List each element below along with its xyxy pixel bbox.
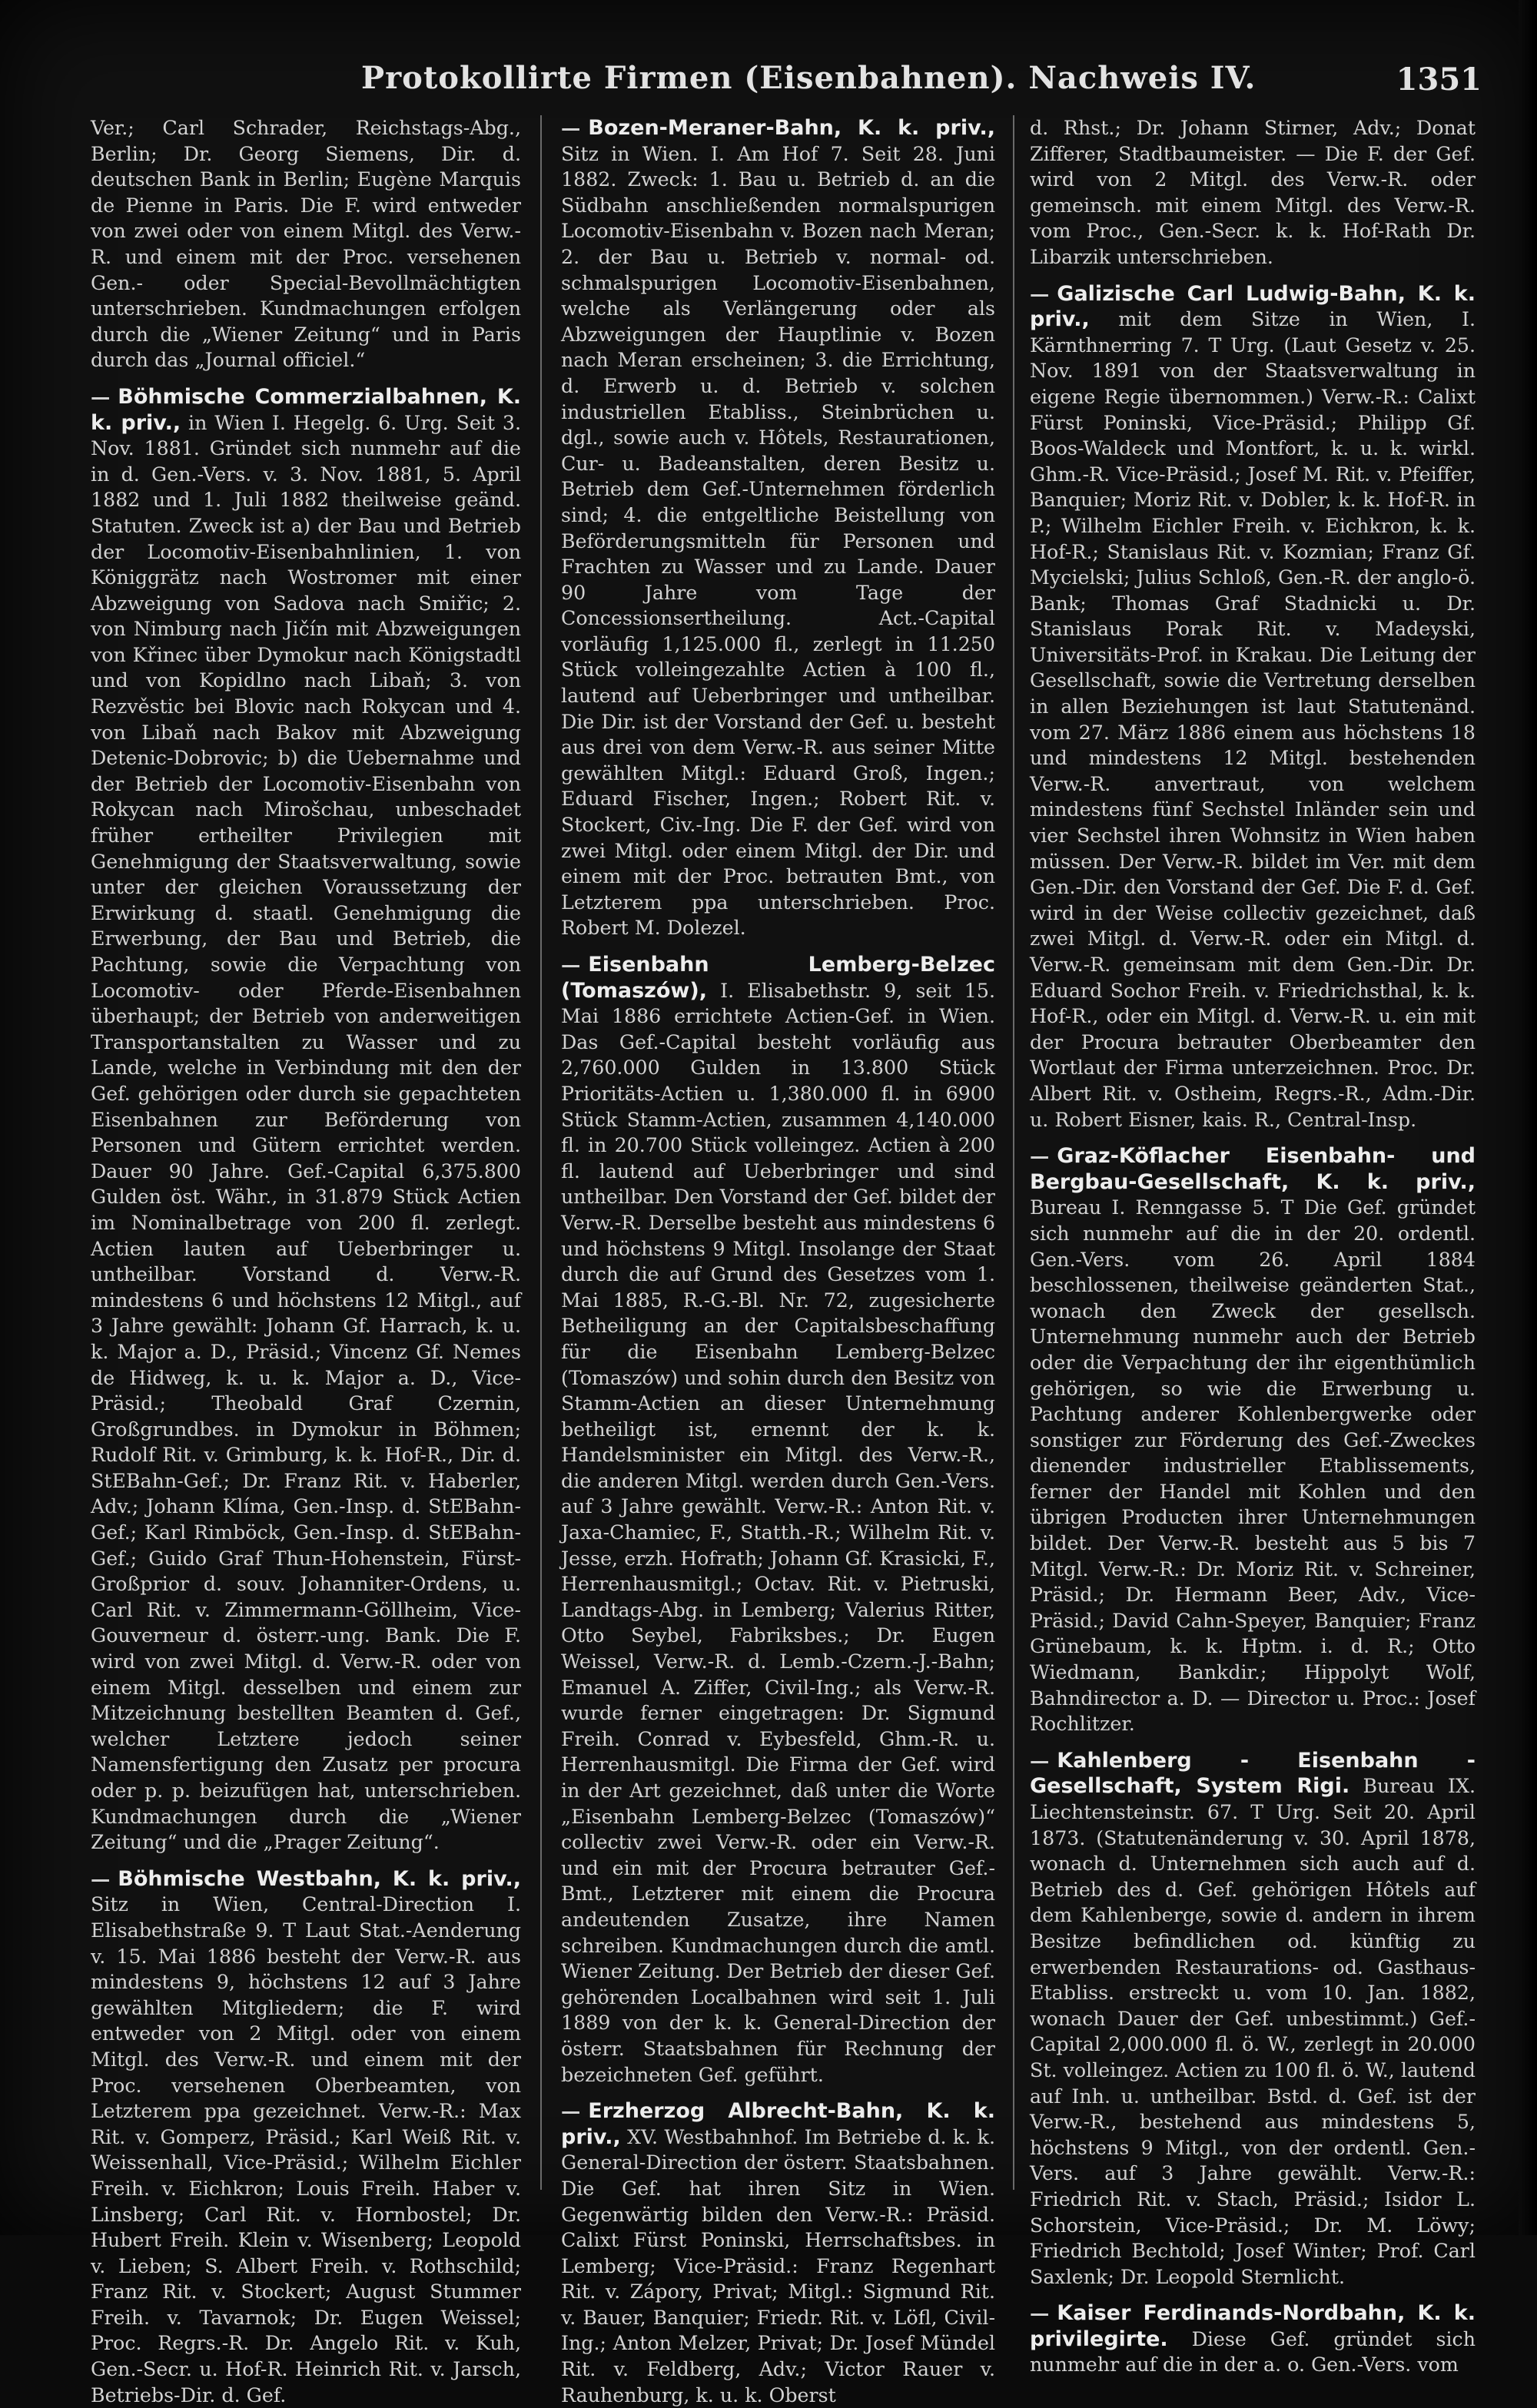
page-header: [361, 60, 1491, 106]
entry-heading: Böhmische Westbahn, K. k. priv.,: [118, 1866, 521, 1891]
entry-heading: Eisenbahn Lemberg-Belzec (Tomaszów),: [561, 953, 995, 1003]
entry-body: Bureau IX. Liechtensteinstr. 67. T Urg. Seit 20. April 1873. (Statutenänderung v. 30. April 1878, wonach d. Unternehmen sich auch auf d. Betrieb des d. Gef. gehörigen Hôtels auf dem Kahlenberge, sowie d. andern in ihrem Besitze befindlichen od. künftig zu erwerbenden Restaurations- od. Gasthaus-Etabliss. erstreckt u. vom 10. Jan. 1882, wonach Dauer der Gef. unbestimmt.) Gef.-Capital 2,000.000 fl. ö. W., zerlegt in 20.000 St. volleingez. Actien zu 100 fl. ö. W., lautend auf Inh. u. untheilbar. Bstd. d. Gef. ist der Verw.-R., bestehend aus mindestens 5, höchstens 9 Mitgl., von der ordentl. Gen.-Vers. auf 3 Jahre gewählt. Verw.-R.: Friedrich Rit. v. Stach, Präsid.; Isidor L. Schorstein, Vice-Präsid.; Dr. M. Löwy; Friedrich Bechtold; Josef Winter; Prof. Carl Saxlenk; Dr. Leopold Sternlicht.: [1030, 1775, 1476, 2288]
entry-body: Sitz in Wien, Central-Direction I. Elisabethstraße 9. T Laut Stat.-Aenderung v. 15. Mai 1886 besteht der Verw.-R. aus mindestens 9, höchstens 12 auf 3 Jahre gewählten Mitgliedern; die F. wird entweder von 2 Mitgl. oder von einem Mitgl. des Verw.-R. und einem mit der Proc. versehenen Oberbeamten, von Letzterem ppa gezeichnet. Verw.-R.: Max Rit. v. Gomperz, Präsid.; Karl Weiß Rit. v. Weissenhall, Vice-Präsid.; Wilhelm Eichler Freih. v. Eichkron; Louis Freih. Haber v. Linsberg; Carl Rit. v. Hornbostel; Dr. Hubert Freih. Klein v. Wisenberg; Leopold v. Lieben; S. Albert Freih. v. Rothschild; Franz Rit. v. Stockert; August Stummer Freih. v. Tavarnok; Dr. Eugen Weissel; Proc. Regrs.-R. Dr. Angelo Rit. v. Kuh, Gen.-Secr. u. Hof-R. Heinrich Rit. v. Jarsch, Betriebs-Dir. d. Gef.: [91, 1893, 521, 2406]
entry-body: Bureau I. Renngasse 5. T Die Gef. gründet sich nunmehr auf die in der 20. ordentl. Gen.-Vers. vom 26. April 1884 beschlossenen, theilweise geänderten Stat., wonach den Zweck der gesellsch. Unternehmung nunmehr auch der Betrieb oder die Verpachtung der ihr eigenthümlich gehörigen, so wie die Erwerbung u. Pachtung anderer Kohlenbergwerke oder sonstiger zur Förderung des Gef.-Zweckes dienender industrieller Etablissements, ferner der Handel mit Kohlen und den übrigen Producten ihrer Unternehmungen bildet. Der Verw.-R. besteht aus 5 bis 7 Mitgl. Verw.-R.: Dr. Moriz Rit. v. Schreiner, Präsid.; Dr. Hermann Beer, Adv., Vice-Präsid.; David Cahn-Speyer, Banquier; Franz Grünebaum, k. k. Hptm. i. d. R.; Otto Wiedmann, Bankdir.; Hippolyt Wolf, Bahndirector a. D. — Director u. Proc.: Josef Rochlitzer.: [1030, 1196, 1476, 1736]
scan-edge-shadow: [1519, 0, 1537, 2235]
entry-heading: Böhmische Commerzialbahnen, K. k. priv.,: [91, 384, 521, 435]
entry-heading: Kaiser Ferdinands-Nordbahn, K. k. privilegirte.: [1030, 2301, 1476, 2351]
column-rule-right: [1013, 115, 1014, 2190]
page-number: 1351: [1396, 61, 1482, 98]
column-right: [1030, 115, 1476, 2376]
column-middle: [561, 115, 995, 2406]
continued-entry-text: Ver.; Carl Schrader, Reichstags-Abg., Berlin; Dr. Georg Siemens, Dir. d. deutschen Bank in Berlin; Eugène Marquis de Pienne in Paris. Die F. wird entweder von zwei oder von einem Mitgl. des Verw.-R. und einem mit der Proc. versehenen Gen.- oder Special-Bevollmächtigten unterschrieben. Kundmachungen erfolgen durch die „Wiener Zeitung“ und in Paris durch das „Journal officiel.“: [91, 117, 521, 372]
column-rule-left: [540, 115, 542, 2190]
entry-heading: Erzherzog Albrecht-Bahn, K. k. priv.,: [561, 2099, 995, 2149]
entry-body: XV. Westbahnhof. Im Betriebe d. k. k. General-Direction der österr. Staatsbahnen. Die Gef. hat ihren Sitz in Wien. Gegenwärtig bilden den Verw.-R.: Präsid. Calixt Fürst Poninski, Herrschaftsbes. in Lemberg; Vice-Präsid.: Franz Regenhart Rit. v. Zápory, Privat; Mitgl.: Sigmund Rit. v. Bauer, Banquier; Friedr. Rit. v. Löfl, Civil-Ing.; Anton Melzer, Privat; Dr. Josef Mündel Rit. v. Feldberg, Adv.; Victor Rauer v. Rauhenburg, k. u. k. Oberst: [561, 2125, 995, 2406]
entry-boehmische-commerzialbahnen: — Böhmische Commerzialbahnen, K. k. priv., in Wien I. Hegelg. 6. Urg. Seit 3. Nov. 1881. Gründet sich nunmehr auf die in d. Gen.-Vers. v. 3. Nov. 1881, 5. April 1882 und 1. Juli 1882 theilweise geänd. Statuten. Zweck ist a) der Bau und Betrieb der Locomotiv-Eisenbahnlinien, 1. von Königgrätz nach Wostromer mit einer Abzweigung von Sadova nach Smiřic; 2. von Nimburg nach Jičín mit Abzweigungen von Křinec über Dymokur nach Königstadtl und von Kopidlno nach Libaň; 3. von Rezvěstic bei Blovic nach Rokycan und 4. von Libaň nach Bakov mit Abzweigung Detenic-Dobrovic; b) die Uebernahme und der Betrieb der Locomotiv-Eisenbahn von Rokycan nach Mirošchau, unbeschadet früher ertheilter Privilegien mit Genehmigung der Staatsverwaltung, sowie unter der gleichen Voraussetzung der Erwirkung d. staatl. Genehmigung die Erwerbung, der Bau und Betrieb, die Pachtung, sowie die Verpachtung von Locomotiv- oder Pferde-Eisenbahnen überhaupt; der Betrieb von anderweitigen Transportanstalten zu Wasser und zu Lande, welche in Verbindung mit den der Gef. gehörigen oder durch sie gepachteten Eisenbahnen zur Beförderung von Personen und Gütern errichtet werden. Dauer 90 Jahre. Gef.-Capital 6,375.800 Gulden öst. Währ., in 31.879 Stück Actien im Nominalbetrage von 200 fl. zerlegt. Actien lauten auf Ueberbringer u. untheilbar. Vorstand d. Verw.-R. mindestens 6 und höchstens 12 Mitgl., auf 3 Jahre gewählt: Johann Gf. Harrach, k. u. k. Major a. D., Präsid.; Vincenz Gf. Nemes de Hidweg, k. u. k. Major a. D., Vice-Präsid.; Theobald Graf Czernin, Großgrundbes. in Dymokur in Böhmen; Rudolf Rit. v. Grimburg, k. k. Hof-R., Dir. d. StEBahn-Gef.; Dr. Franz Rit. v. Haberler, Adv.; Johann Klíma, Gen.-Insp. d. StEBahn-Gef.; Karl Rimböck, Gen.-Insp. d. StEBahn-Gef.; Guido Graf Thun-Hohenstein, Fürst-Großprior d. souv. Johanniter-Ordens, u. Carl Rit. v. Zimmermann-Göllheim, Vice-Gouverneur d. österr.-ung. Bank. Die F. wird von zwei Mitgl. d. Verw.-R. oder von einem Mitgl. desselben und einem zur Mitzeichnung bestellten Beamten d. Gef., welcher Letztere jedoch seiner Namensfertigung den Zusatz per procura oder p. p. beizufügen hat, unterschrieben. Kundmachungen durch die „Wiener Zeitung“ und die „Prager Zeitung“.: [91, 384, 521, 1854]
entry-kaiser-ferdinands-nordbahn: — Kaiser Ferdinands-Nordbahn, K. k. privilegirte. Diese Gef. gründet sich nunmehr auf die in der a. o. Gen.-Vers. vom: [1030, 2301, 1476, 2376]
entry-body: Diese Gef. gründet sich nunmehr auf die in der a. o. Gen.-Vers. vom: [1030, 2327, 1476, 2376]
entry-boehmische-westbahn: — Böhmische Westbahn, K. k. priv., Sitz in Wien, Central-Direction I. Elisabethstraße 9. T Laut Stat.-Aenderung v. 15. Mai 1886 besteht der Verw.-R. aus mindestens 9, höchstens 12 auf 3 Jahre gewählten Mitgliedern; die F. wird entweder von 2 Mitgl. oder von einem Mitgl. des Verw.-R. und einem mit der Proc. versehenen Oberbeamten, von Letzterem ppa gezeichnet. Verw.-R.: Max Rit. v. Gomperz, Präsid.; Karl Weiß Rit. v. Weissenhall, Vice-Präsid.; Wilhelm Eichler Freih. v. Eichkron; Louis Freih. Haber v. Linsberg; Carl Rit. v. Hornbostel; Dr. Hubert Freih. Klein v. Wisenberg; Leopold v. Lieben; S. Albert Freih. v. Rothschild; Franz Rit. v. Stockert; August Stummer Freih. v. Tavarnok; Dr. Eugen Weissel; Proc. Regrs.-R. Dr. Angelo Rit. v. Kuh, Gen.-Secr. u. Hof-R. Heinrich Rit. v. Jarsch, Betriebs-Dir. d. Gef.: [91, 1866, 521, 2406]
entry-body: Sitz in Wien. I. Am Hof 7. Seit 28. Juni 1882. Zweck: 1. Bau u. Betrieb d. an die Südbahn anschließenden normalspurigen Locomotiv-Eisenbahn v. Bozen nach Meran; 2. der Bau u. Betrieb v. normal- od. schmalspurigen Locomotiv-Eisenbahnen, welche als Verlängerung oder als Abzweigungen der Hauptlinie v. Bozen nach Meran erscheinen; 3. die Errichtung, d. Erwerb u. d. Betrieb v. solchen industriellen Etabliss., Steinbrüchen u. dgl., sowie auch v. Hôtels, Restaurationen, Cur- u. Badeanstalten, deren Besitz u. Betrieb dem Gef.-Unternehmen förderlich sind; 4. die entgeltliche Beistellung von Beförderungsmitteln für Personen und Frachten zu Wasser und zu Lande. Dauer 90 Jahre vom Tage der Concessionsertheilung. Act.-Capital vorläufig 1,125.000 fl., zerlegt in 11.250 Stück volleingezahlte Actien à 100 fl., lautend auf Ueberbringer und untheilbar. Die Dir. ist der Vorstand der Gef. u. besteht aus drei von dem Verw.-R. aus seiner Mitte gewählten Mitgl.: Eduard Groß, Ingen.; Eduard Fischer, Ingen.; Robert Rit. v. Stockert, Civ.-Ing. Die F. der Gef. wird von zwei Mitgl. oder einem Mitgl. der Dir. und einem mit der Proc. betrauten Bmt., von Letzterem ppa unterschrieben. Proc. Robert M. Dolezel.: [561, 142, 995, 940]
running-title: Protokollirte Firmen (Eisenbahnen). Nachweis IV.: [361, 60, 1256, 96]
entry-erzherzog-albrecht-bahn: — Erzherzog Albrecht-Bahn, K. k. priv., XV. Westbahnhof. Im Betriebe d. k. k. General-Direction der österr. Staatsbahnen. Die Gef. hat ihren Sitz in Wien. Gegenwärtig bilden den Verw.-R.: Präsid. Calixt Fürst Poninski, Herrschaftsbes. in Lemberg; Vice-Präsid.: Franz Regenhart Rit. v. Zápory, Privat; Mitgl.: Sigmund Rit. v. Bauer, Banquier; Friedr. Rit. v. Löfl, Civil-Ing.; Anton Melzer, Privat; Dr. Josef Mündel Rit. v. Feldberg, Adv.; Victor Rauer v. Rauhenburg, k. u. k. Oberst: [561, 2099, 995, 2406]
entry-body: I. Elisabethstr. 9, seit 15. Mai 1886 errichtete Actien-Gef. in Wien. Das Gef.-Capital besteht vorläufig aus 2,760.000 Gulden in 13.800 Stück Prioritäts-Actien u. 1,380.000 fl. in 6900 Stück Stamm-Actien, zusammen 4,140.000 fl. in 20.700 Stück volleingez. Actien à 200 fl. lautend auf Ueberbringer und sind untheilbar. Den Vorstand der Gef. bildet der Verw.-R. Derselbe besteht aus mindestens 6 und höchstens 9 Mitgl. Insolange der Staat durch die auf Grund des Gesetzes vom 1. Mai 1885, R.-G.-Bl. Nr. 72, zugesicherte Betheiligung an der Capitalsbeschaffung für die Eisenbahn Lemberg-Belzec (Tomaszów) und sohin durch den Besitz von Stamm-Actien an dieser Unternehmung betheiligt ist, ernennt der k. k. Handelsminister ein Mitgl. des Verw.-R., die anderen Mitgl. werden durch Gen.-Vers. auf 3 Jahre gewählt. Verw.-R.: Anton Rit. v. Jaxa-Chamiec, F., Statth.-R.; Wilhelm Rit. v. Jesse, erzh. Hofrath; Johann Gf. Krasicki, F., Herrenhausmitgl.; Octav. Rit. v. Pietruski, Landtags-Abg. in Lemberg; Valerius Ritter, Otto Seybel, Fabriksbes.; Dr. Eugen Weissel, Verw.-R. d. Lemb.-Czern.-J.-Bahn; Emanuel A. Ziffer, Civil-Ing.; als Verw.-R. wurde ferner eingetragen: Dr. Sigmund Freih. Conrad v. Eybesfeld, Ghm.-R. u. Herrenhausmitgl. Die Firma der Gef. wird in der Art gezeichnet, daß unter die Worte „Eisenbahn Lemberg-Belzec (Tomaszów)“ collectiv zwei Verw.-R. oder ein Verw.-R. und ein mit der Procura betrauter Gef.-Bmt., Letzterer mit einem die Procura andeutenden Zusatze, ihre Namen schreiben. Kundmachungen durch die amtl. Wiener Zeitung. Der Betrieb der dieser Gef. gehörenden Localbahnen wird seit 1. Juli 1889 von der k. k. General-Direction der österr. Staatsbahnen für Rechnung der bezeichneten Gef. geführt.: [561, 979, 995, 2086]
entry-bozen-meraner-bahn: — Bozen-Meraner-Bahn, K. k. priv., Sitz in Wien. I. Am Hof 7. Seit 28. Juni 1882. Zweck: 1. Bau u. Betrieb d. an die Südbahn anschließenden normalspurigen Locomotiv-Eisenbahn v. Bozen nach Meran; 2. der Bau u. Betrieb v. normal- od. schmalspurigen Locomotiv-Eisenbahnen, welche als Verlängerung oder als Abzweigungen der Hauptlinie v. Bozen nach Meran erscheinen; 3. die Errichtung, d. Erwerb u. d. Betrieb v. solchen industriellen Etabliss., Steinbrüchen u. dgl., sowie auch v. Hôtels, Restaurationen, Cur- u. Badeanstalten, deren Besitz u. Betrieb dem Gef.-Unternehmen förderlich sind; 4. die entgeltliche Beistellung von Beförderungsmitteln für Personen und Frachten zu Wasser und zu Lande. Dauer 90 Jahre vom Tage der Concessionsertheilung. Act.-Capital vorläufig 1,125.000 fl., zerlegt in 11.250 Stück volleingezahlte Actien à 100 fl., lautend auf Ueberbringer und untheilbar. Die Dir. ist der Vorstand der Gef. u. besteht aus drei von dem Verw.-R. aus seiner Mitte gewählten Mitgl.: Eduard Groß, Ingen.; Eduard Fischer, Ingen.; Robert Rit. v. Stockert, Civ.-Ing. Die F. der Gef. wird von zwei Mitgl. oder einem Mitgl. der Dir. und einem mit der Proc. betrauten Bmt., von Letzterem ppa unterschrieben. Proc. Robert M. Dolezel.: [561, 116, 995, 940]
entry-galizische-carl-ludwig-bahn: — Galizische Carl Ludwig-Bahn, K. k. priv., mit dem Sitze in Wien, I. Kärnthnerring 7. T Urg. (Laut Gesetz v. 25. Nov. 1891 von der Staatsverwaltung in eigene Regie übernommen.) Verw.-R.: Calixt Fürst Poninski, Vice-Präsid.; Philipp Gf. Boos-Waldeck und Montfort, k. u. k. wirkl. Ghm.-R. Vice-Präsid.; Josef M. Rit. v. Pfeiffer, Banquier; Moriz Rit. v. Dobler, k. k. Hof-R. in P.; Wilhelm Eichler Freih. v. Eichkron, k. k. Hof-R.; Stanislaus Rit. v. Kozmian; Franz Gf. Mycielski; Julius Schloß, Gen.-R. der anglo-ö. Bank; Thomas Graf Stadnicki u. Dr. Stanislaus Porak Rit. v. Madeyski, Universitäts-Prof. in Krakau. Die Leitung der Gesellschaft, sowie die Vertretung derselben in allen Beziehungen ist laut Statutenänd. vom 27. März 1886 einem aus höchstens 18 und mindestens 12 Mitgl. bestehenden Verw.-R. anvertraut, von welchem mindestens fünf Sechstel Inländer sein und vier Sechstel ihren Wohnsitz in Wien haben müssen. Der Verw.-R. bildet im Ver. mit dem Gen.-Dir. den Vorstand der Gef. Die F. d. Gef. wird in der Weise collectiv gezeichnet, daß zwei Mitgl. d. Verw.-R. oder ein Mitgl. d. Verw.-R. gemeinsam mit dem Gen.-Dir. Dr. Eduard Sochor Freih. v. Friedrichsthal, k. k. Hof-R., oder ein Mitgl. d. Verw.-R. u. ein mit der Procura betrauter Oberbeamter den Wortlaut der Firma unterzeichnen. Proc. Dr. Albert Rit. v. Ostheim, Regrs.-R., Adm.-Dir. u. Robert Eisner, kais. R., Central-Insp.: [1030, 281, 1476, 1131]
entry-heading: Kahlenberg - Eisenbahn - Gesellschaft, System Rigi.: [1030, 1748, 1476, 1799]
entry-heading: Galizische Carl Ludwig-Bahn, K. k. priv.,: [1030, 281, 1476, 332]
entry-kahlenberg-eisenbahn: — Kahlenberg - Eisenbahn - Gesellschaft, System Rigi. Bureau IX. Liechtensteinstr. 67. T Urg. Seit 20. April 1873. (Statutenänderung v. 30. April 1878, wonach d. Unternehmen sich auch auf d. Betrieb des d. Gef. gehörigen Hôtels auf dem Kahlenberge, sowie d. andern in ihrem Besitze befindlichen od. künftig zu erwerbenden Restaurations- od. Gasthaus-Etabliss. erstreckt u. vom 10. Jan. 1882, wonach Dauer der Gef. unbestimmt.) Gef.-Capital 2,000.000 fl. ö. W., zerlegt in 20.000 St. volleingez. Actien zu 100 fl. ö. W., lautend auf Inh. u. untheilbar. Bstd. d. Gef. ist der Verw.-R., bestehend aus mindestens 5, höchstens 9 Mitgl., von der ordentl. Gen.-Vers. auf 3 Jahre gewählt. Verw.-R.: Friedrich Rit. v. Stach, Präsid.; Isidor L. Schorstein, Vice-Präsid.; Dr. M. Löwy; Friedrich Bechtold; Josef Winter; Prof. Carl Saxlenk; Dr. Leopold Sternlicht.: [1030, 1748, 1476, 2288]
entry-eisenbahn-lemberg-belzec: — Eisenbahn Lemberg-Belzec (Tomaszów), I. Elisabethstr. 9, seit 15. Mai 1886 errichtete Actien-Gef. in Wien. Das Gef.-Capital besteht vorläufig aus 2,760.000 Gulden in 13.800 Stück Prioritäts-Actien u. 1,380.000 fl. in 6900 Stück Stamm-Actien, zusammen 4,140.000 fl. in 20.700 Stück volleingez. Actien à 200 fl. lautend auf Ueberbringer und sind untheilbar. Den Vorstand der Gef. bildet der Verw.-R. Derselbe besteht aus mindestens 6 und höchstens 9 Mitgl. Insolange der Staat durch die auf Grund des Gesetzes vom 1. Mai 1885, R.-G.-Bl. Nr. 72, zugesicherte Betheiligung an der Capitalsbeschaffung für die Eisenbahn Lemberg-Belzec (Tomaszów) und sohin durch den Besitz von Stamm-Actien an dieser Unternehmung betheiligt ist, ernennt der k. k. Handelsminister ein Mitgl. des Verw.-R., die anderen Mitgl. werden durch Gen.-Vers. auf 3 Jahre gewählt. Verw.-R.: Anton Rit. v. Jaxa-Chamiec, F., Statth.-R.; Wilhelm Rit. v. Jesse, erzh. Hofrath; Johann Gf. Krasicki, F., Herrenhausmitgl.; Octav. Rit. v. Pietruski, Landtags-Abg. in Lemberg; Valerius Ritter, Otto Seybel, Fabriksbes.; Dr. Eugen Weissel, Verw.-R. d. Lemb.-Czern.-J.-Bahn; Emanuel A. Ziffer, Civil-Ing.; als Verw.-R. wurde ferner eingetragen: Dr. Sigmund Freih. Conrad v. Eybesfeld, Ghm.-R. u. Herrenhausmitgl. Die Firma der Gef. wird in der Art gezeichnet, daß unter die Worte „Eisenbahn Lemberg-Belzec (Tomaszów)“ collectiv zwei Verw.-R. oder ein Verw.-R. und ein mit der Procura betrauter Gef.-Bmt., Letzterer mit einem die Procura andeutenden Zusatze, ihre Namen schreiben. Kundmachungen durch die amtl. Wiener Zeitung. Der Betrieb der dieser Gef. gehörenden Localbahnen wird seit 1. Juli 1889 von der k. k. General-Direction der österr. Staatsbahnen für Rechnung der bezeichneten Gef. geführt.: [561, 953, 995, 2086]
column-left: [91, 115, 521, 2406]
entry-heading: Graz-Köflacher Eisenbahn- und Bergbau-Gesellschaft, K. k. priv.,: [1030, 1144, 1476, 1194]
continued-entry-text: d. Rhst.; Dr. Johann Stirner, Adv.; Donat Zifferer, Stadtbaumeister. — Die F. der Gef. wird von 2 Mitgl. des Verw.-R. oder gemeinsch. mit einem Mitgl. des Verw.-R. vom Proc., Gen.-Secr. k. k. Hof-Rath Dr. Libarzik unterschrieben.: [1030, 117, 1476, 268]
entry-body: mit dem Sitze in Wien, I. Kärnthnerring 7. T Urg. (Laut Gesetz v. 25. Nov. 1891 von der Staatsverwaltung in eigene Regie übernommen.) Verw.-R.: Calixt Fürst Poninski, Vice-Präsid.; Philipp Gf. Boos-Waldeck und Montfort, k. u. k. wirkl. Ghm.-R. Vice-Präsid.; Josef M. Rit. v. Pfeiffer, Banquier; Moriz Rit. v. Dobler, k. k. Hof-R. in P.; Wilhelm Eichler Freih. v. Eichkron, k. k. Hof-R.; Stanislaus Rit. v. Kozmian; Franz Gf. Mycielski; Julius Schloß, Gen.-R. der anglo-ö. Bank; Thomas Graf Stadnicki u. Dr. Stanislaus Porak Rit. v. Madeyski, Universitäts-Prof. in Krakau. Die Leitung der Gesellschaft, sowie die Vertretung derselben in allen Beziehungen ist laut Statutenänd. vom 27. März 1886 einem aus höchstens 18 und mindestens 12 Mitgl. bestehenden Verw.-R. anvertraut, von welchem mindestens fünf Sechstel Inländer sein und vier Sechstel ihren Wohnsitz in Wien haben müssen. Der Verw.-R. bildet im Ver. mit dem Gen.-Dir. den Vorstand der Gef. Die F. d. Gef. wird in der Weise collectiv gezeichnet, daß zwei Mitgl. d. Verw.-R. oder ein Mitgl. d. Verw.-R. gemeinsam mit dem Gen.-Dir. Dr. Eduard Sochor Freih. v. Friedrichsthal, k. k. Hof-R., oder ein Mitgl. d. Verw.-R. u. ein mit der Procura betrauter Oberbeamter den Wortlaut der Firma unterzeichnen. Proc. Dr. Albert Rit. v. Ostheim, Regrs.-R., Adm.-Dir. u. Robert Eisner, kais. R., Central-Insp.: [1030, 308, 1476, 1131]
entry-heading: Bozen-Meraner-Bahn, K. k. priv.,: [588, 116, 995, 140]
entry-graz-koeflacher-eisenbahn: — Graz-Köflacher Eisenbahn- und Bergbau-Gesellschaft, K. k. priv., Bureau I. Renngasse 5. T Die Gef. gründet sich nunmehr auf die in der 20. ordentl. Gen.-Vers. vom 26. April 1884 beschlossenen, theilweise geänderten Stat., wonach den Zweck der gesellsch. Unternehmung nunmehr auch der Betrieb oder die Verpachtung der ihr eigenthümlich gehörigen, so wie die Erwerbung u. Pachtung anderer Kohlenbergwerke oder sonstiger zur Förderung des Gef.-Zweckes dienender industrieller Etablissements, ferner der Handel mit Kohlen und den übrigen Producten ihrer Unternehmungen bildet. Der Verw.-R. besteht aus 5 bis 7 Mitgl. Verw.-R.: Dr. Moriz Rit. v. Schreiner, Präsid.; Dr. Hermann Beer, Adv., Vice-Präsid.; David Cahn-Speyer, Banquier; Franz Grünebaum, k. k. Hptm. i. d. R.; Otto Wiedmann, Bankdir.; Hippolyt Wolf, Bahndirector a. D. — Director u. Proc.: Josef Rochlitzer.: [1030, 1144, 1476, 1736]
entry-body: in Wien I. Hegelg. 6. Urg. Seit 3. Nov. 1881. Gründet sich nunmehr auf die in d. Gen.-Vers. v. 3. Nov. 1881, 5. April 1882 und 1. Juli 1882 theilweise geänd. Statuten. Zweck ist a) der Bau und Betrieb der Locomotiv-Eisenbahnlinien, 1. von Königgrätz nach Wostromer mit einer Abzweigung von Sadova nach Smiřic; 2. von Nimburg nach Jičín mit Abzweigungen von Křinec über Dymokur nach Königstadtl und von Kopidlno nach Libaň; 3. von Rezvěstic bei Blovic nach Rokycan und 4. von Libaň nach Bakov mit Abzweigung Detenic-Dobrovic; b) die Uebernahme und der Betrieb der Locomotiv-Eisenbahn von Rokycan nach Mirošchau, unbeschadet früher ertheilter Privilegien mit Genehmigung der Staatsverwaltung, sowie unter der gleichen Voraussetzung der Erwirkung d. staatl. Genehmigung die Erwerbung, der Bau und Betrieb, die Pachtung, sowie die Verpachtung von Locomotiv- oder Pferde-Eisenbahnen überhaupt; der Betrieb von anderweitigen Transportanstalten zu Wasser und zu Lande, welche in Verbindung mit den der Gef. gehörigen oder durch sie gepachteten Eisenbahnen zur Beförderung von Personen und Gütern errichtet werden. Dauer 90 Jahre. Gef.-Capital 6,375.800 Gulden öst. Währ., in 31.879 Stück Actien im Nominalbetrage von 200 fl. zerlegt. Actien lauten auf Ueberbringer u. untheilbar. Vorstand d. Verw.-R. mindestens 6 und höchstens 12 Mitgl., auf 3 Jahre gewählt: Johann Gf. Harrach, k. u. k. Major a. D., Präsid.; Vincenz Gf. Nemes de Hidweg, k. u. k. Major a. D., Vice-Präsid.; Theobald Graf Czernin, Großgrundbes. in Dymokur in Böhmen; Rudolf Rit. v. Grimburg, k. k. Hof-R., Dir. d. StEBahn-Gef.; Dr. Franz Rit. v. Haberler, Adv.; Johann Klíma, Gen.-Insp. d. StEBahn-Gef.; Karl Rimböck, Gen.-Insp. d. StEBahn-Gef.; Guido Graf Thun-Hohenstein, Fürst-Großprior d. souv. Johanniter-Ordens, u. Carl Rit. v. Zimmermann-Göllheim, Vice-Gouverneur d. österr.-ung. Bank. Die F. wird von zwei Mitgl. d. Verw.-R. oder von einem Mitgl. desselben und einem zur Mitzeichnung bestellten Beamten d. Gef., welcher Letztere jedoch seiner Namensfertigung den Zusatz per procura oder p. p. beizufügen hat, unterschrieben. Kundmachungen durch die „Wiener Zeitung“ und die „Prager Zeitung“.: [91, 411, 521, 1854]
